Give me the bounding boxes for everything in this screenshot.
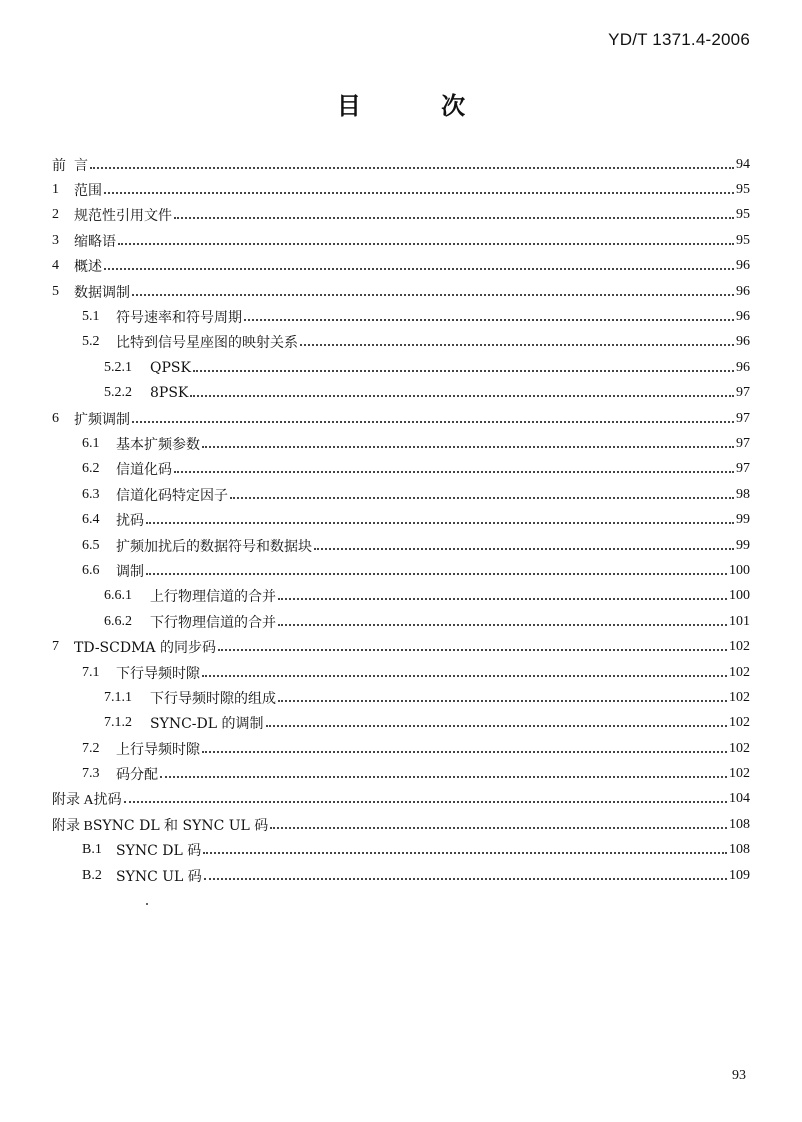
toc-entry-label: 扩频调制 <box>74 411 130 428</box>
toc-entry-15[interactable] <box>52 507 750 532</box>
toc-entry-label: 8PSK <box>150 385 189 402</box>
page-title: 目 次 <box>336 92 502 120</box>
toc-entry-label: 码分配 <box>116 767 158 784</box>
toc-entry-page: 96 <box>736 258 750 274</box>
toc-entry-5[interactable] <box>52 254 750 279</box>
toc-entry-number: B.1 <box>82 842 102 858</box>
toc-entry-label: 调制 <box>116 563 144 580</box>
toc-entry-number: 7.1.2 <box>104 715 132 731</box>
toc-entry-page: 101 <box>729 613 750 629</box>
toc-entry-number: 5 <box>52 283 59 299</box>
toc-entry-label: 言 <box>74 157 88 174</box>
toc-entry-label: 扰码 <box>116 513 144 530</box>
toc-entry-page: 94 <box>736 156 750 172</box>
toc-dot-leader <box>90 167 734 169</box>
toc-entry-number: 6.5 <box>82 537 100 553</box>
toc-entry-10[interactable] <box>52 381 750 406</box>
toc-entry-label: SYNC UL 码 <box>116 868 202 885</box>
toc-entry-number: 6 <box>52 410 59 426</box>
toc-entry-number: 5.2 <box>82 334 100 350</box>
toc-entry-29[interactable] <box>52 863 750 888</box>
toc-entry-number: 2 <box>52 207 59 223</box>
toc-entry-page: 102 <box>729 715 750 731</box>
toc-entry-label: 规范性引用文件 <box>74 208 172 225</box>
toc-dot-leader <box>104 268 734 270</box>
stray-mark <box>146 903 148 905</box>
toc-entry-page: 97 <box>736 385 750 401</box>
toc-entry-label: TD-SCDMA 的同步码 <box>74 640 216 657</box>
toc-dot-leader <box>190 395 734 397</box>
toc-entry-page: 100 <box>729 562 750 578</box>
toc-entry-7[interactable] <box>52 304 750 329</box>
toc-dot-leader <box>278 598 727 600</box>
toc-entry-12[interactable] <box>52 431 750 456</box>
toc-entry-label: SYNC DL 和 SYNC UL 码 <box>92 817 269 834</box>
toc-dot-leader <box>118 243 734 245</box>
toc-dot-leader <box>218 649 727 651</box>
toc-dot-leader <box>132 421 734 423</box>
toc-entry-page: 102 <box>729 766 750 782</box>
toc-entry-number: 6.3 <box>82 486 100 502</box>
toc-dot-leader <box>202 675 727 677</box>
toc-entry-page: 100 <box>729 588 750 604</box>
toc-entry-label: 缩略语 <box>74 233 116 250</box>
toc-entry-2[interactable] <box>52 177 750 202</box>
page-number: 93 <box>732 1068 746 1083</box>
toc-entry-page: 108 <box>729 816 750 832</box>
toc-entry-27[interactable] <box>52 812 750 837</box>
toc-dot-leader <box>202 446 734 448</box>
toc-entry-number: 6.2 <box>82 461 100 477</box>
toc-entry-label: 概述 <box>74 259 102 276</box>
table-of-contents <box>52 152 750 888</box>
toc-entry-label: 扩频加扰后的数据符号和数据块 <box>116 538 312 555</box>
toc-entry-label: 上行导频时隙 <box>116 741 200 758</box>
toc-entry-number: 6.4 <box>82 512 100 528</box>
toc-entry-6[interactable] <box>52 279 750 304</box>
toc-entry-page: 95 <box>736 232 750 248</box>
toc-entry-9[interactable] <box>52 355 750 380</box>
toc-entry-label: 信道化码特定因子 <box>116 487 228 504</box>
toc-entry-number: 前 <box>52 158 66 174</box>
toc-entry-label: 范围 <box>74 183 102 200</box>
toc-entry-11[interactable] <box>52 406 750 431</box>
toc-entry-number: 6.1 <box>82 435 100 451</box>
toc-entry-number: 4 <box>52 258 59 274</box>
toc-dot-leader <box>202 751 727 753</box>
toc-dot-leader <box>314 548 734 550</box>
toc-entry-number: 7.3 <box>82 766 100 782</box>
toc-entry-number: 3 <box>52 232 59 248</box>
toc-entry-number: 6.6 <box>82 562 100 578</box>
toc-entry-page: 96 <box>736 309 750 325</box>
toc-entry-19[interactable] <box>52 609 750 634</box>
toc-entry-page: 104 <box>729 791 750 807</box>
toc-entry-page: 96 <box>736 334 750 350</box>
toc-entry-24[interactable] <box>52 736 750 761</box>
toc-dot-leader <box>244 319 734 321</box>
toc-entry-label: 上行物理信道的合并 <box>150 589 276 606</box>
toc-entry-number: 5.2.1 <box>104 359 132 375</box>
toc-entry-page: 96 <box>736 359 750 375</box>
toc-entry-number: 7.1 <box>82 664 100 680</box>
toc-dot-leader <box>270 827 727 829</box>
toc-entry-number: B.2 <box>82 867 102 883</box>
toc-dot-leader <box>132 294 734 296</box>
toc-entry-18[interactable] <box>52 584 750 609</box>
toc-entry-label: SYNC-DL 的调制 <box>150 716 264 733</box>
toc-dot-leader <box>230 497 734 499</box>
toc-dot-leader <box>204 878 727 880</box>
toc-entry-label: 数据调制 <box>74 284 130 301</box>
toc-dot-leader <box>146 522 734 524</box>
toc-entry-label: 扰码 <box>93 792 122 809</box>
toc-entry-label: 下行导频时隙 <box>116 665 200 682</box>
toc-entry-label: SYNC DL 码 <box>116 843 202 860</box>
toc-entry-page: 102 <box>729 740 750 756</box>
document-code: YD/T 1371.4-2006 <box>608 30 750 49</box>
toc-entry-page: 109 <box>729 867 750 883</box>
toc-entry-3[interactable] <box>52 203 750 228</box>
toc-entry-20[interactable] <box>52 634 750 659</box>
toc-dot-leader <box>203 852 727 854</box>
toc-dot-leader <box>278 700 727 702</box>
toc-entry-page: 97 <box>736 435 750 451</box>
toc-entry-page: 95 <box>736 182 750 198</box>
toc-entry-number: 附录 A <box>52 793 94 809</box>
toc-dot-leader <box>300 344 734 346</box>
toc-entry-page: 102 <box>729 664 750 680</box>
toc-entry-number: 6.6.2 <box>104 613 132 629</box>
toc-entry-number: 附录 B <box>52 818 93 834</box>
toc-entry-label: 比特到信号星座图的映射关系 <box>116 335 298 352</box>
toc-entry-number: 5.1 <box>82 309 100 325</box>
toc-entry-4[interactable] <box>52 228 750 253</box>
toc-entry-label: 下行物理信道的合并 <box>150 614 276 631</box>
toc-dot-leader <box>104 192 734 194</box>
toc-entry-number: 6.6.1 <box>104 588 132 604</box>
toc-entry-number: 5.2.2 <box>104 385 132 401</box>
toc-dot-leader <box>174 471 734 473</box>
toc-dot-leader <box>193 370 734 372</box>
toc-dot-leader <box>160 776 727 778</box>
toc-entry-16[interactable] <box>52 533 750 558</box>
toc-dot-leader <box>266 725 728 727</box>
toc-entry-8[interactable] <box>52 330 750 355</box>
toc-entry-page: 99 <box>736 537 750 553</box>
toc-entry-page: 96 <box>736 283 750 299</box>
toc-entry-28[interactable] <box>52 838 750 863</box>
toc-entry-page: 97 <box>736 461 750 477</box>
toc-entry-number: 7.1.1 <box>104 689 132 705</box>
toc-entry-25[interactable] <box>52 761 750 786</box>
toc-entry-page: 97 <box>736 410 750 426</box>
toc-entry-page: 102 <box>729 689 750 705</box>
toc-entry-label: QPSK <box>150 359 191 376</box>
toc-entry-page: 108 <box>729 842 750 858</box>
toc-entry-1[interactable] <box>52 152 750 177</box>
toc-entry-label: 信道化码 <box>116 462 172 479</box>
toc-entry-label: 基本扩频参数 <box>116 436 200 453</box>
toc-entry-number: 1 <box>52 182 59 198</box>
toc-entry-page: 95 <box>736 207 750 223</box>
toc-dot-leader <box>124 801 727 803</box>
toc-entry-22[interactable] <box>52 685 750 710</box>
toc-entry-26[interactable] <box>52 787 750 812</box>
toc-entry-23[interactable] <box>52 711 750 736</box>
toc-entry-label: 下行导频时隙的组成 <box>150 690 276 707</box>
toc-entry-21[interactable] <box>52 660 750 685</box>
toc-entry-number: 7 <box>52 639 59 655</box>
toc-entry-17[interactable] <box>52 558 750 583</box>
toc-entry-page: 98 <box>736 486 750 502</box>
toc-dot-leader <box>278 624 727 626</box>
toc-entry-page: 99 <box>736 512 750 528</box>
toc-entry-14[interactable] <box>52 482 750 507</box>
toc-entry-13[interactable] <box>52 457 750 482</box>
toc-dot-leader <box>146 573 727 575</box>
toc-entry-label: 符号速率和符号周期 <box>116 310 242 327</box>
toc-dot-leader <box>174 217 734 219</box>
toc-entry-number: 7.2 <box>82 740 100 756</box>
toc-entry-page: 102 <box>729 639 750 655</box>
